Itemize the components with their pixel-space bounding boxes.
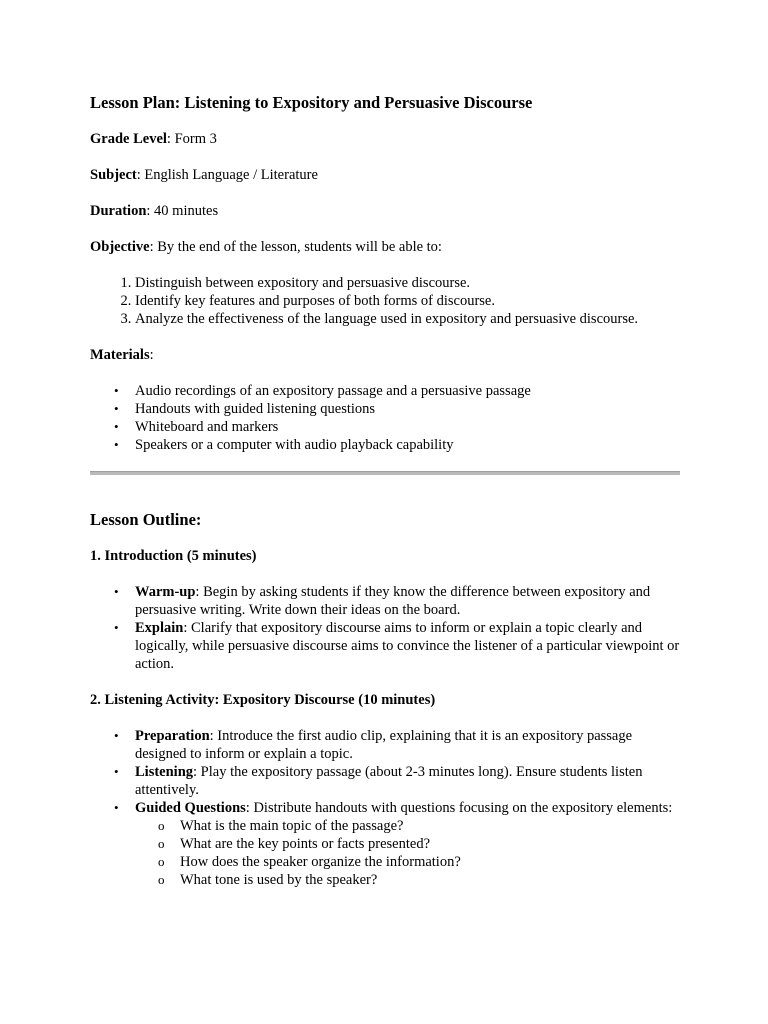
circle-bullet-icon: o bbox=[158, 872, 165, 887]
question-text: What tone is used by the speaker? bbox=[180, 872, 378, 888]
materials-list bbox=[90, 382, 680, 454]
subject-label: Subject bbox=[90, 167, 137, 183]
document-page bbox=[90, 93, 680, 907]
objective-item: 1. Distinguish between expository and persuasive discourse. bbox=[135, 274, 680, 292]
sub-list-item bbox=[158, 835, 680, 853]
bullet-icon: • bbox=[114, 620, 119, 635]
materials-label: Materials bbox=[90, 347, 150, 363]
bullet-icon: • bbox=[114, 764, 119, 779]
item-text: : Play the expository passage (about 2-3 minutes long). Ensure students listen attentively. bbox=[135, 764, 643, 798]
bullet-icon: • bbox=[114, 401, 119, 416]
objective-label: Objective bbox=[90, 239, 150, 255]
section-heading-expository: 2. Listening Activity: Expository Discourse (10 minutes) bbox=[90, 692, 436, 708]
objectives-list bbox=[90, 274, 680, 328]
outline-heading: Lesson Outline: bbox=[90, 510, 202, 529]
sub-list-item bbox=[158, 817, 680, 835]
item-text: : Clarify that expository discourse aims to inform or explain a topic clearly and logically, while persuasive discourse aims to convince the listener of a particular viewpoint or action. bbox=[135, 620, 680, 672]
item-label: Explain bbox=[135, 620, 184, 636]
page-title: Lesson Plan: Listening to Expository and Persuasive Discourse bbox=[90, 93, 533, 112]
introduction-section bbox=[90, 583, 680, 673]
grade-level-field bbox=[90, 130, 680, 148]
item-label: Preparation bbox=[135, 728, 210, 744]
introduction-list bbox=[90, 583, 680, 673]
list-item bbox=[114, 418, 680, 436]
circle-bullet-icon: o bbox=[158, 854, 165, 869]
item-text: : Begin by asking students if they know the difference between expository and persuasive writing. Write down their ideas on the board. bbox=[135, 584, 651, 618]
section-heading-introduction: 1. Introduction (5 minutes) bbox=[90, 548, 257, 564]
bullet-icon: • bbox=[114, 584, 119, 599]
duration-value: : 40 minutes bbox=[146, 203, 219, 219]
grade-level-label: Grade Level bbox=[90, 131, 167, 147]
sub-list-item bbox=[158, 853, 680, 871]
horizontal-divider bbox=[90, 471, 680, 475]
expository-section bbox=[90, 727, 680, 889]
duration-field bbox=[90, 202, 680, 220]
item-text: : Introduce the first audio clip, explaining that it is an expository passage designed to inform or explain a topic. bbox=[135, 728, 633, 762]
bullet-icon: • bbox=[114, 800, 119, 815]
list-item bbox=[114, 727, 680, 763]
item-label: Listening bbox=[135, 764, 194, 780]
bullet-icon: • bbox=[114, 383, 119, 398]
bullet-icon: • bbox=[114, 419, 119, 434]
guided-questions-list bbox=[135, 817, 680, 889]
objective-value: : By the end of the lesson, students will be able to: bbox=[149, 239, 442, 255]
list-item bbox=[114, 436, 680, 454]
item-text: : Distribute handouts with questions focusing on the expository elements: bbox=[245, 800, 673, 816]
circle-bullet-icon: o bbox=[158, 836, 165, 851]
expository-list bbox=[90, 727, 680, 889]
material-text: Speakers or a computer with audio playback capability bbox=[135, 437, 454, 453]
objective-item: 2. Identify key features and purposes of both forms of discourse. bbox=[135, 292, 680, 310]
bullet-icon: • bbox=[114, 728, 119, 743]
bullet-icon: • bbox=[114, 437, 119, 452]
list-item bbox=[114, 799, 680, 889]
item-label: Warm-up bbox=[135, 584, 196, 600]
material-text: Whiteboard and markers bbox=[135, 419, 279, 435]
subject-field bbox=[90, 166, 680, 184]
subject-value: : English Language / Literature bbox=[136, 167, 318, 183]
objective-field bbox=[90, 238, 680, 256]
materials-field bbox=[90, 346, 680, 364]
sub-list-item bbox=[158, 871, 680, 889]
objective-item: 3. Analyze the effectiveness of the language used in expository and persuasive discourse. bbox=[135, 310, 680, 328]
question-text: What are the key points or facts presented? bbox=[180, 836, 431, 852]
duration-label: Duration bbox=[90, 203, 147, 219]
circle-bullet-icon: o bbox=[158, 818, 165, 833]
materials-suffix: : bbox=[149, 347, 154, 363]
list-item bbox=[114, 382, 680, 400]
grade-level-value: : Form 3 bbox=[166, 131, 217, 147]
list-item bbox=[114, 763, 680, 799]
question-text: How does the speaker organize the information? bbox=[180, 854, 461, 870]
question-text: What is the main topic of the passage? bbox=[180, 818, 404, 834]
list-item bbox=[114, 583, 680, 619]
list-item bbox=[114, 619, 680, 673]
item-label: Guided Questions bbox=[135, 800, 246, 816]
list-item bbox=[114, 400, 680, 418]
material-text: Audio recordings of an expository passage and a persuasive passage bbox=[135, 383, 531, 399]
material-text: Handouts with guided listening questions bbox=[135, 401, 376, 417]
